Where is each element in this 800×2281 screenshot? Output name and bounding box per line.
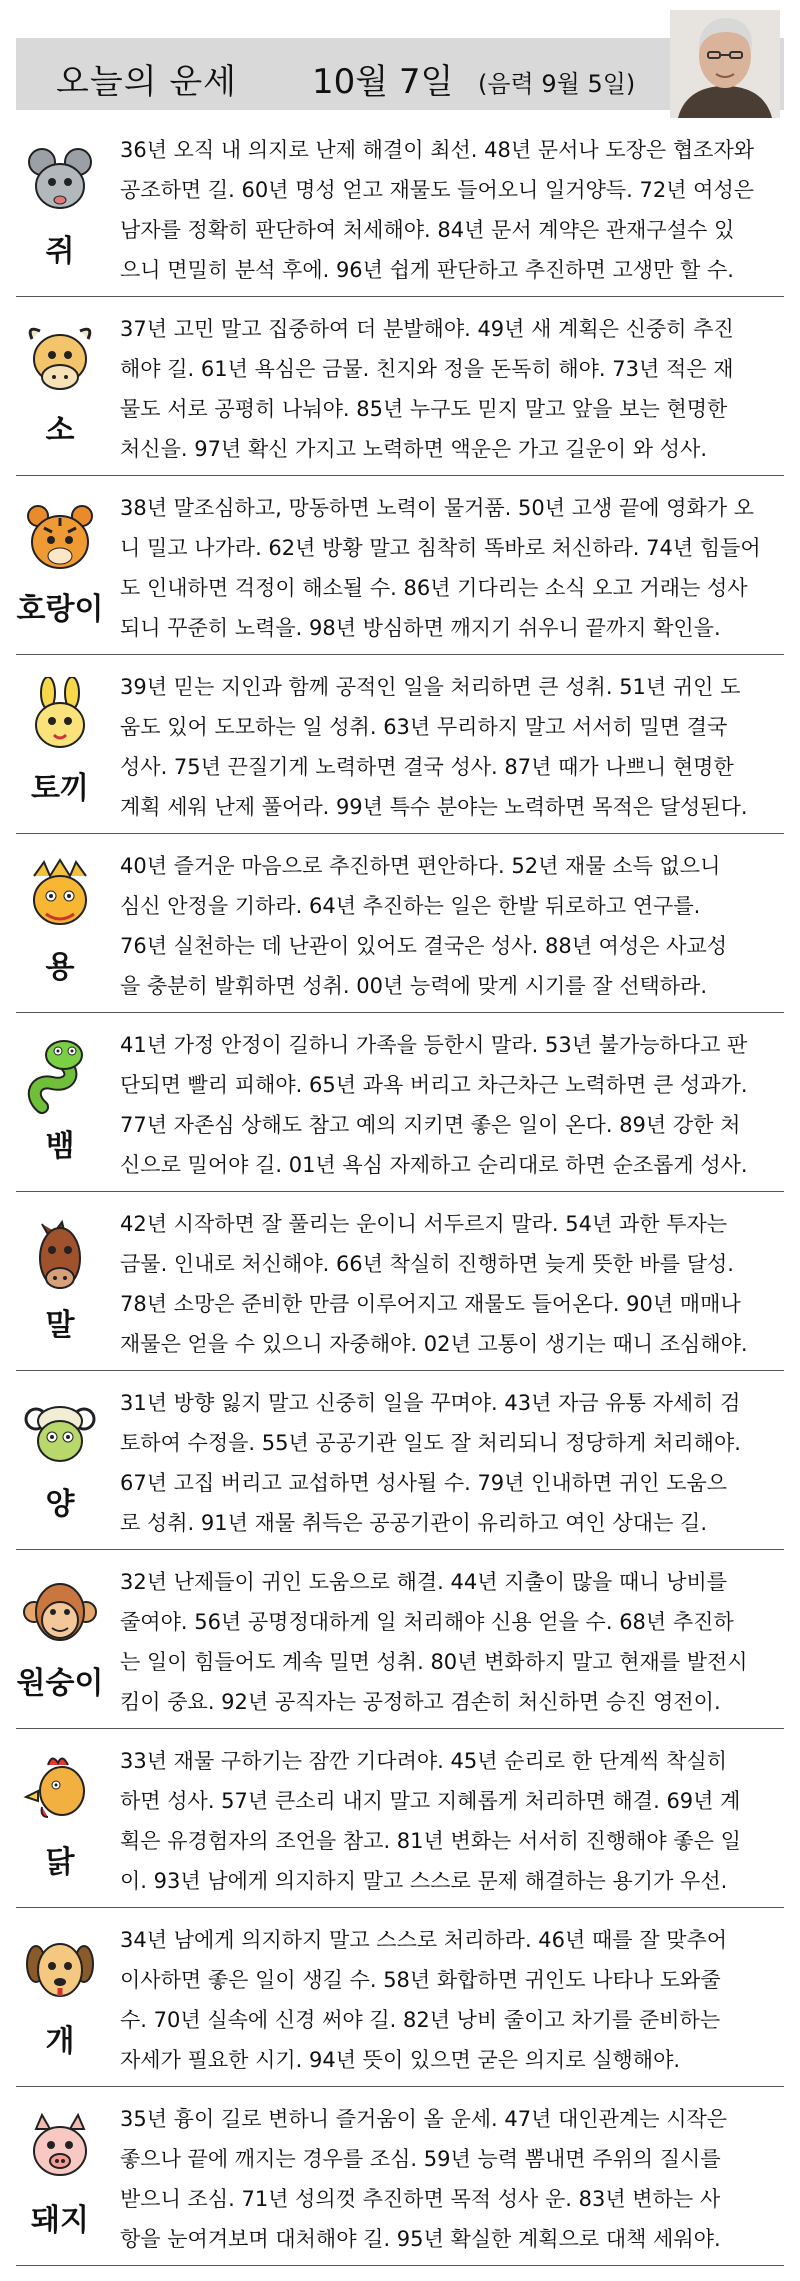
rooster-icon xyxy=(22,1751,98,1831)
page-title: 오늘의 운세 xyxy=(56,62,238,102)
zodiac-name: 돼지 xyxy=(31,2203,89,2238)
fortune-line: 줄여야. 56년 공명정대하게 일 처리해야 신용 얻을 수. 68년 추진하 xyxy=(120,1610,734,1634)
fortune-line: 토하여 수정을. 55년 공공기관 일도 잘 처리되니 정당하게 처리해야. xyxy=(120,1431,741,1455)
fortune-header xyxy=(16,10,784,118)
zodiac-row xyxy=(16,1196,784,1371)
animal-column xyxy=(16,480,104,654)
fortune-line: 을 충분히 발휘하면 성취. 00년 능력에 맞게 시기를 잘 선택하라. xyxy=(120,974,708,998)
fortune-line: 니 밀고 나가라. 62년 방황 말고 침착히 똑바로 처신하라. 74년 힘들어 xyxy=(120,536,761,560)
fortune-line: 이사하면 좋은 일이 생길 수. 58년 화합하면 귀인도 나타나 도와줄 xyxy=(120,1968,721,1992)
fortune-line: 31년 방향 잃지 말고 신중히 일을 꾸며야. 43년 자금 유통 자세히 검 xyxy=(120,1391,741,1415)
fortune-text xyxy=(120,1562,780,1722)
animal-column xyxy=(16,301,104,475)
fortune-line: 35년 흉이 길로 변하니 즐거움이 올 운세. 47년 대인관계는 시작은 xyxy=(120,2107,728,2131)
fortune-line: 물도 서로 공평히 나눠야. 85년 누구도 믿지 말고 앞을 보는 현명한 xyxy=(120,397,728,421)
fortune-text xyxy=(120,1383,780,1543)
animal-column xyxy=(16,1196,104,1370)
fortune-text xyxy=(120,846,780,1006)
zodiac-name: 토끼 xyxy=(31,771,89,806)
fortune-line: 77년 자존심 상해도 참고 예의 지키면 좋은 일이 온다. 89년 강한 처 xyxy=(120,1113,741,1137)
fortune-line: 40년 즐거운 마음으로 추진하면 편안하다. 52년 재물 소득 없으니 xyxy=(120,854,721,878)
rabbit-icon xyxy=(22,677,98,757)
fortune-line: 33년 재물 구하기는 잠깐 기다려야. 45년 순리로 한 단계씩 착실히 xyxy=(120,1749,728,1773)
tiger-icon xyxy=(22,498,98,578)
fortune-line: 항을 눈여겨보며 대처해야 길. 95년 확실한 계획으로 대책 세워야. xyxy=(120,2227,721,2251)
fortune-line: 움도 있어 도모하는 일 성취. 63년 무리하지 말고 서서히 밀면 결국 xyxy=(120,715,728,739)
zodiac-name: 원숭이 xyxy=(16,1666,104,1701)
columnist-portrait xyxy=(670,10,780,118)
zodiac-name: 양 xyxy=(45,1487,75,1522)
fortune-line: 32년 난제들이 귀인 도움으로 해결. 44년 지출이 많을 때니 낭비를 xyxy=(120,1570,728,1594)
fortune-line: 신으로 밀어야 길. 01년 욕심 자제하고 순리대로 하면 순조롭게 성사. xyxy=(120,1153,748,1177)
fortune-line: 수. 70년 실속에 신경 써야 길. 82년 낭비 줄이고 차기를 준비하는 xyxy=(120,2008,721,2032)
animal-column xyxy=(16,1017,104,1191)
fortune-line: 심신 안정을 기하라. 64년 추진하는 일은 한발 뒤로하고 연구를. xyxy=(120,894,701,918)
animal-column xyxy=(16,2091,104,2265)
fortune-line: 금물. 인내로 처신해야. 66년 착실히 진행하면 늦게 뜻한 바를 달성. xyxy=(120,1252,734,1276)
animal-column xyxy=(16,1733,104,1907)
horse-icon xyxy=(22,1214,98,1294)
zodiac-row xyxy=(16,301,784,476)
sheep-icon xyxy=(22,1393,98,1473)
zodiac-row xyxy=(16,2091,784,2266)
zodiac-name: 소 xyxy=(45,413,75,448)
zodiac-row xyxy=(16,838,784,1013)
fortune-line: 남자를 정확히 판단하여 처세해야. 84년 문서 계약은 관재구설수 있 xyxy=(120,218,735,242)
fortune-line: 되니 꾸준히 노력을. 98년 방심하면 깨지기 쉬우니 끝까지 확인을. xyxy=(120,616,721,640)
animal-column xyxy=(16,838,104,1012)
fortune-text xyxy=(120,1204,780,1364)
fortune-line: 해야 길. 61년 욕심은 금물. 친지와 정을 돈독히 해야. 73년 적은 재 xyxy=(120,357,734,381)
fortune-text xyxy=(120,130,780,290)
zodiac-row xyxy=(16,1912,784,2087)
animal-column xyxy=(16,1912,104,2086)
fortune-line: 42년 시작하면 잘 풀리는 운이니 서두르지 말라. 54년 과한 투자는 xyxy=(120,1212,728,1236)
fortune-line: 37년 고민 말고 집중하여 더 분발해야. 49년 새 계획은 신중히 추진 xyxy=(120,317,734,341)
zodiac-name: 개 xyxy=(45,2024,75,2059)
fortune-line: 킴이 중요. 92년 공직자는 공정하고 겸손히 처신하면 승진 영전이. xyxy=(120,1690,721,1714)
fortune-line: 좋으나 끝에 깨지는 경우를 조심. 59년 능력 뽐내면 주위의 질시를 xyxy=(120,2147,721,2171)
fortune-line: 78년 소망은 준비한 만큼 이루어지고 재물도 들어온다. 90년 매매나 xyxy=(120,1292,741,1316)
fortune-line: 76년 실천하는 데 난관이 있어도 결국은 성사. 88년 여성은 사교성 xyxy=(120,934,728,958)
zodiac-name: 닭 xyxy=(45,1845,75,1880)
dog-icon xyxy=(22,1930,98,2010)
fortune-line: 으니 면밀히 분석 후에. 96년 쉽게 판단하고 추진하면 고생만 할 수. xyxy=(120,258,734,282)
zodiac-name: 말 xyxy=(45,1308,75,1343)
animal-column xyxy=(16,1375,104,1549)
zodiac-name: 용 xyxy=(45,950,75,985)
fortune-line: 36년 오직 내 의지로 난제 해결이 최선. 48년 문서나 도장은 협조자와 xyxy=(120,138,755,162)
zodiac-name: 뱀 xyxy=(45,1129,75,1164)
fortune-text xyxy=(120,1920,780,2080)
fortune-text xyxy=(120,1741,780,1901)
fortune-line: 자세가 필요한 시기. 94년 뜻이 있으면 굳은 의지로 실행해야. xyxy=(120,2048,681,2072)
fortune-line: 도 인내하면 걱정이 해소될 수. 86년 기다리는 소식 오고 거래는 성사 xyxy=(120,576,748,600)
fortune-line: 39년 믿는 지인과 함께 공적인 일을 처리하면 큰 성취. 51년 귀인 도 xyxy=(120,675,741,699)
ox-icon xyxy=(22,319,98,399)
fortune-line: 단되면 빨리 피해야. 65년 과욕 버리고 차근차근 노력하면 큰 성과가. xyxy=(120,1073,748,1097)
fortune-line: 34년 남에게 의지하지 말고 스스로 처리하라. 46년 때를 잘 맞추어 xyxy=(120,1928,728,1952)
animal-column xyxy=(16,122,104,296)
date-label: 10월 7일 xyxy=(312,62,454,102)
pig-icon xyxy=(22,2109,98,2189)
fortune-text xyxy=(120,2099,780,2259)
fortune-line: 성사. 75년 끈질기게 노력하면 결국 성사. 87년 때가 나쁘니 현명한 xyxy=(120,755,734,779)
zodiac-row xyxy=(16,1733,784,1908)
fortune-line: 획은 유경험자의 조언을 참고. 81년 변화는 서서히 진행해야 좋은 일 xyxy=(120,1829,741,1853)
fortune-text xyxy=(120,1025,780,1185)
fortune-line: 67년 고집 버리고 교섭하면 성사될 수. 79년 인내하면 귀인 도움으 xyxy=(120,1471,728,1495)
fortune-text xyxy=(120,309,780,469)
dragon-icon xyxy=(22,856,98,936)
fortune-line: 41년 가정 안정이 길하니 가족을 등한시 말라. 53년 불가능하다고 판 xyxy=(120,1033,748,1057)
zodiac-row xyxy=(16,659,784,834)
lunar-date-label: (음력 9월 5일) xyxy=(478,70,636,98)
animal-column xyxy=(16,1554,104,1728)
zodiac-name: 쥐 xyxy=(45,234,75,269)
fortune-line: 계획 세워 난제 풀어라. 99년 특수 분야는 노력하면 목적은 달성된다. xyxy=(120,795,748,819)
fortune-text xyxy=(120,488,780,648)
fortune-line: 공조하면 길. 60년 명성 얻고 재물도 들어오니 일거양득. 72년 여성은 xyxy=(120,178,755,202)
zodiac-row xyxy=(16,480,784,655)
zodiac-row xyxy=(16,1554,784,1729)
snake-icon xyxy=(22,1035,98,1115)
rat-icon xyxy=(22,140,98,220)
zodiac-row xyxy=(16,122,784,297)
fortune-line: 재물은 얻을 수 있으니 자중해야. 02년 고통이 생기는 때니 조심해야. xyxy=(120,1332,748,1356)
zodiac-name: 호랑이 xyxy=(16,592,104,627)
zodiac-row xyxy=(16,1375,784,1550)
fortune-line: 이. 93년 남에게 의지하지 말고 스스로 문제 해결하는 용기가 우선. xyxy=(120,1869,728,1893)
fortune-line: 하면 성사. 57년 큰소리 내지 말고 지혜롭게 처리하면 해결. 69년 계 xyxy=(120,1789,741,1813)
zodiac-row xyxy=(16,1017,784,1192)
fortune-line: 38년 말조심하고, 망동하면 노력이 물거품. 50년 고생 끝에 영화가 오 xyxy=(120,496,755,520)
fortune-line: 로 성취. 91년 재물 취득은 공공기관이 유리하고 여인 상대는 길. xyxy=(120,1511,708,1535)
fortune-line: 처신을. 97년 확신 가지고 노력하면 액운은 가고 길운이 와 성사. xyxy=(120,437,708,461)
fortune-line: 받으니 조심. 71년 성의껏 추진하면 목적 성사 운. 83년 변하는 사 xyxy=(120,2187,721,2211)
animal-column xyxy=(16,659,104,833)
monkey-icon xyxy=(22,1572,98,1652)
fortune-line: 는 일이 힘들어도 계속 밀면 성취. 80년 변화하지 말고 현재를 발전시 xyxy=(120,1650,748,1674)
fortune-text xyxy=(120,667,780,827)
